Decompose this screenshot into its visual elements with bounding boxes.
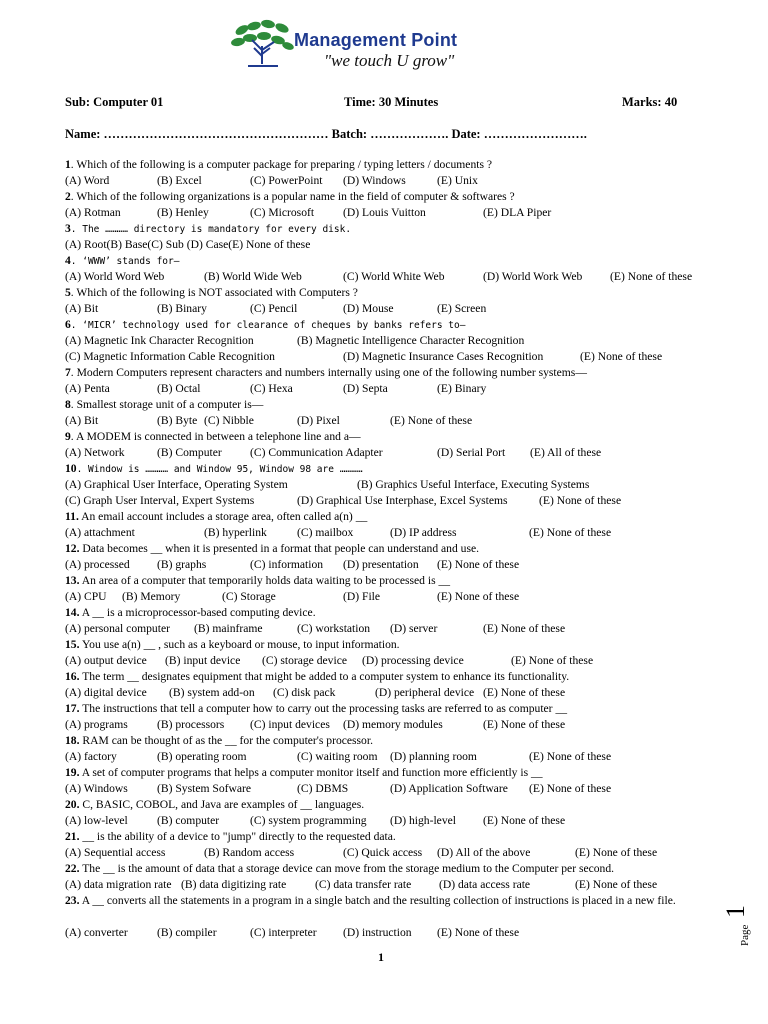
answer-option: (A) personal computer [65, 622, 170, 635]
question-text [65, 574, 450, 588]
time-label: Time: 30 Minutes [344, 95, 439, 109]
answer-option: (E) None of these [610, 270, 693, 283]
answer-option: (A) attachment [65, 526, 135, 539]
question-body: The __ is the amount of data that a storage device can move from the storage medium to the Computer per second. [79, 862, 615, 875]
answer-option: (A) Graphical User Interface, Operating System [65, 478, 288, 491]
question-body: . Which of the following is NOT associated with Computers ? [70, 286, 358, 299]
question-number: 8 [65, 398, 71, 411]
answer-option: (E) None of these [437, 558, 520, 571]
question-body: A __ converts all the statements in a program in a single batch and the resulting collection of instructions is placed in a new file. [79, 894, 676, 907]
answer-options [65, 446, 715, 460]
question-body: . Window is ………… and Window 95, Window 98 are ………… [76, 464, 363, 475]
question-number: 23. [65, 894, 80, 907]
answer-option: (E) Screen [437, 302, 487, 315]
question-number: 17. [65, 702, 80, 715]
answer-option: (D) IP address [390, 526, 457, 539]
question-text [65, 398, 263, 412]
answer-option: (B) Octal [157, 382, 201, 395]
answer-option: (C) Magnetic Information Cable Recognition [65, 350, 275, 363]
question-number: 21. [65, 830, 80, 843]
answer-option: (D) All of the above [437, 846, 531, 859]
answer-option: (E) None of these [529, 750, 612, 763]
answer-option: (E) None of these [539, 494, 622, 507]
answer-option: (D) Windows [343, 174, 406, 187]
answer-option: (D) File [343, 590, 381, 603]
answer-option: (C) data transfer rate [315, 878, 412, 891]
question-text [65, 798, 364, 812]
side-page-number: 1 [721, 905, 750, 918]
answer-option: (E) None of these [437, 590, 520, 603]
answer-option: (A) converter [65, 926, 128, 939]
question-body: . Smallest storage unit of a computer is— [70, 398, 264, 411]
answer-options [65, 926, 715, 940]
question-body: . The ………… directory is mandatory for every disk. [70, 224, 352, 235]
tree-logo-icon [228, 18, 300, 70]
answer-options [65, 494, 715, 508]
answer-options [65, 382, 715, 396]
answer-option: (A) programs [65, 718, 128, 731]
answer-option: (D) Serial Port [437, 446, 506, 459]
question-text [65, 462, 363, 477]
answer-options [65, 590, 715, 604]
answer-option: (B) system add-on [169, 686, 255, 699]
question-number: 12. [65, 542, 80, 555]
answer-option: (D) data access rate [439, 878, 531, 891]
answer-option: (A) data migration rate [65, 878, 172, 891]
answer-option: (E) None of these [529, 782, 612, 795]
question-text [65, 158, 492, 172]
question-number: 16. [65, 670, 80, 683]
question-body: An area of a computer that temporarily holds data waiting to be processed is __ [79, 574, 451, 587]
question-number: 10 [65, 462, 77, 475]
answer-options [65, 526, 715, 540]
answer-options [65, 750, 715, 764]
answer-option: (E) DLA Piper [483, 206, 552, 219]
question-number: 18. [65, 734, 80, 747]
question-body: RAM can be thought of as the __ for the computer's processor. [79, 734, 373, 747]
answer-option: (C) input devices [250, 718, 330, 731]
question-number: 6 [65, 318, 71, 331]
answer-option: (D) Graphical Use Interphase, Excel Systems [297, 494, 508, 507]
answer-option: (E) None of these [575, 846, 658, 859]
question-body: You use a(n) __ , such as a keyboard or mouse, to input information. [79, 638, 400, 651]
answer-option: (C) disk pack [273, 686, 336, 699]
answer-option: (B) compiler [157, 926, 217, 939]
answer-option: (C) World White Web [343, 270, 445, 283]
question-body: . ‘WWW’ stands for— [70, 256, 180, 267]
question-body: . Which of the following organizations is a popular name in the field of computer & softwares ? [70, 190, 515, 203]
question-body: . Modern Computers represent characters and numbers internally using one of the following number systems— [70, 366, 587, 379]
answer-options [65, 238, 715, 252]
answer-option: (D) processing device [362, 654, 464, 667]
answer-option: (A) Bit [65, 302, 99, 315]
answer-option: (A) Word [65, 174, 110, 187]
answer-option: (E) None of these [511, 654, 594, 667]
question-number: 5 [65, 286, 71, 299]
question-body: . ‘MICR’ technology used for clearance of cheques by banks refers to— [70, 320, 466, 331]
question-body: C, BASIC, COBOL, and Java are examples of __ languages. [79, 798, 365, 811]
answer-options [65, 478, 715, 492]
answer-option: (C) waiting room [297, 750, 378, 763]
answer-option: (E) All of these [530, 446, 602, 459]
answer-options [65, 350, 715, 364]
answer-option: (B) Henley [157, 206, 209, 219]
question-number: 11. [65, 510, 79, 523]
answer-option: (D) peripheral device [375, 686, 475, 699]
answer-option: (A) Windows [65, 782, 128, 795]
answer-option: (C) Nibble [204, 414, 254, 427]
question-body: Data becomes __ when it is presented in a format that people can understand and use. [79, 542, 480, 555]
answer-option: (D) instruction [343, 926, 412, 939]
answer-option: (B) Graphics Useful Interface, Executing Systems [357, 478, 590, 491]
brand-slogan: "we touch U grow" [324, 51, 455, 70]
answer-options [65, 654, 715, 668]
question-text [65, 830, 396, 844]
answer-option: (B) computer [157, 814, 220, 827]
question-body: A __ is a microprocessor-based computing device. [79, 606, 316, 619]
answer-option: (C) storage device [262, 654, 347, 667]
answer-options [65, 174, 715, 188]
question-body: . A MODEM is connected in between a telephone line and a— [70, 430, 361, 443]
answer-option: (E) None of these [437, 926, 520, 939]
brand-logo [228, 18, 528, 74]
answer-option: (B) World Wide Web [204, 270, 302, 283]
page-number: 1 [378, 950, 384, 964]
answer-options [65, 558, 715, 572]
answer-options [65, 814, 715, 828]
question-number: 4 [65, 254, 71, 267]
answer-option: (C) workstation [297, 622, 371, 635]
question-text [65, 542, 479, 556]
question-number: 14. [65, 606, 80, 619]
question-body: An email account includes a storage area, often called a(n) __ [78, 510, 368, 523]
question-text [65, 190, 515, 204]
answer-option: (B) Binary [157, 302, 207, 315]
answer-option: (C) DBMS [297, 782, 349, 795]
question-text [65, 734, 373, 748]
answer-option: (E) None of these [483, 814, 566, 827]
answer-option: (D) World Work Web [483, 270, 583, 283]
answer-option: (E) None of these [529, 526, 612, 539]
answer-option: (B) Magnetic Intelligence Character Recognition [297, 334, 525, 347]
answer-option: (D) presentation [343, 558, 419, 571]
question-text [65, 702, 567, 716]
question-text [65, 318, 465, 333]
answer-option: (B) Computer [157, 446, 222, 459]
answer-option: (A) Sequential access [65, 846, 166, 859]
question-text [65, 894, 705, 908]
answer-options [65, 718, 715, 732]
answer-option: (B) data digitizing rate [181, 878, 287, 891]
answer-option: (D) Mouse [343, 302, 394, 315]
answer-option: (E) None of these [575, 878, 658, 891]
answer-option: (C) information [250, 558, 324, 571]
answer-options [65, 334, 715, 348]
answer-option: (B) operating room [157, 750, 247, 763]
answer-option: (C) Quick access [343, 846, 423, 859]
answer-option: (D) Application Software [390, 782, 508, 795]
answer-option: (C) Communication Adapter [250, 446, 383, 459]
answer-option: (A) digital device [65, 686, 147, 699]
answer-option: (B) hyperlink [204, 526, 267, 539]
answer-option: (E) None of these [580, 350, 663, 363]
answer-options [65, 878, 715, 892]
question-text [65, 606, 316, 620]
question-text [65, 430, 361, 444]
question-text [65, 510, 367, 524]
answer-option: (D) memory modules [343, 718, 443, 731]
answer-option: (C) mailbox [297, 526, 354, 539]
answer-option: (B) input device [165, 654, 241, 667]
answer-option: (A) Penta [65, 382, 110, 395]
answer-options [65, 414, 715, 428]
answer-option: (C) PowerPoint [250, 174, 323, 187]
answer-option: (E) None of these [483, 622, 566, 635]
answer-option: (C) system programming [250, 814, 367, 827]
answer-option: (C) Hexa [250, 382, 293, 395]
question-text [65, 222, 351, 237]
answer-option: (E) Unix [437, 174, 478, 187]
answer-options [65, 206, 715, 220]
question-text [65, 638, 400, 652]
answer-option: (A) CPU [65, 590, 107, 603]
answer-option: (C) Storage [222, 590, 276, 603]
answer-options [65, 302, 715, 316]
name-batch-date-line: Name: ……………………………………………… Batch: ………………. Date: ……………………. [65, 127, 587, 141]
question-text [65, 766, 543, 780]
answer-option: (A) Network [65, 446, 125, 459]
answer-option: (A) World Word Web [65, 270, 165, 283]
answer-option: (A) Magnetic Ink Character Recognition [65, 334, 254, 347]
answer-option: (A) Rotman [65, 206, 121, 219]
question-number: 1 [65, 158, 71, 171]
question-number: 2 [65, 190, 71, 203]
answer-option: (B) processors [157, 718, 225, 731]
answer-option: (D) Pixel [297, 414, 340, 427]
question-number: 3 [65, 222, 71, 235]
answer-option: (C) Pencil [250, 302, 298, 315]
answer-options [65, 622, 715, 636]
answer-option: (E) Binary [437, 382, 487, 395]
question-number: 9 [65, 430, 71, 443]
answer-option: (D) server [390, 622, 438, 635]
answer-options [65, 270, 715, 284]
question-number: 22. [65, 862, 80, 875]
question-number: 7 [65, 366, 71, 379]
answer-option: (D) high-level [390, 814, 456, 827]
answer-option: (E) None of these [483, 686, 566, 699]
answer-option: (A) output device [65, 654, 147, 667]
side-page-label: Page [739, 924, 751, 946]
question-body: The instructions that tell a computer how to carry out the processing tasks are referred to as computer __ [79, 702, 568, 715]
answer-options [65, 846, 715, 860]
answer-option: (D) Septa [343, 382, 388, 395]
answer-option: (A) low-level [65, 814, 128, 827]
answer-option: (B) Excel [157, 174, 202, 187]
answer-options [65, 782, 715, 796]
answer-option: (D) Louis Vuitton [343, 206, 426, 219]
answer-option: (D) planning room [390, 750, 477, 763]
answer-options [65, 686, 715, 700]
answer-option: (A) Root(B) Base(C) Sub (D) Case(E) None of these [65, 238, 311, 251]
answer-option: (B) Random access [204, 846, 295, 859]
brand-name: Management Point [294, 30, 458, 50]
question-body: The term __ designates equipment that might be added to a computer system to enhance its functionality. [79, 670, 570, 683]
answer-option: (B) Memory [122, 590, 181, 603]
question-text [65, 862, 614, 876]
answer-option: (C) Microsoft [250, 206, 315, 219]
answer-option: (B) graphs [157, 558, 207, 571]
question-text [65, 366, 587, 380]
answer-option: (E) None of these [390, 414, 473, 427]
answer-option: (C) interpreter [250, 926, 317, 939]
answer-option: (A) Bit [65, 414, 99, 427]
question-text [65, 670, 569, 684]
question-text [65, 254, 179, 269]
subject-label: Sub: Computer 01 [65, 95, 164, 109]
answer-option: (C) Graph User Interval, Expert Systems [65, 494, 255, 507]
answer-option: (B) System Sofware [157, 782, 252, 795]
answer-option: (A) processed [65, 558, 130, 571]
question-number: 19. [65, 766, 80, 779]
side-page-marker [719, 905, 759, 946]
question-body: __ is the ability of a device to "jump" directly to the requested data. [79, 830, 396, 843]
question-number: 13. [65, 574, 80, 587]
question-number: 15. [65, 638, 80, 651]
question-body: A set of computer programs that helps a computer monitor itself and function more efficiently is __ [79, 766, 543, 779]
question-body: . Which of the following is a computer package for preparing / typing letters / documents ? [70, 158, 493, 171]
question-number: 20. [65, 798, 80, 811]
answer-option: (D) Magnetic Insurance Cases Recognition [343, 350, 544, 363]
marks-label: Marks: 40 [622, 95, 678, 109]
answer-option: (E) None of these [483, 718, 566, 731]
question-text [65, 286, 358, 300]
answer-option: (B) mainframe [194, 622, 263, 635]
answer-option: (A) factory [65, 750, 117, 763]
answer-option: (B) Byte [157, 414, 198, 427]
